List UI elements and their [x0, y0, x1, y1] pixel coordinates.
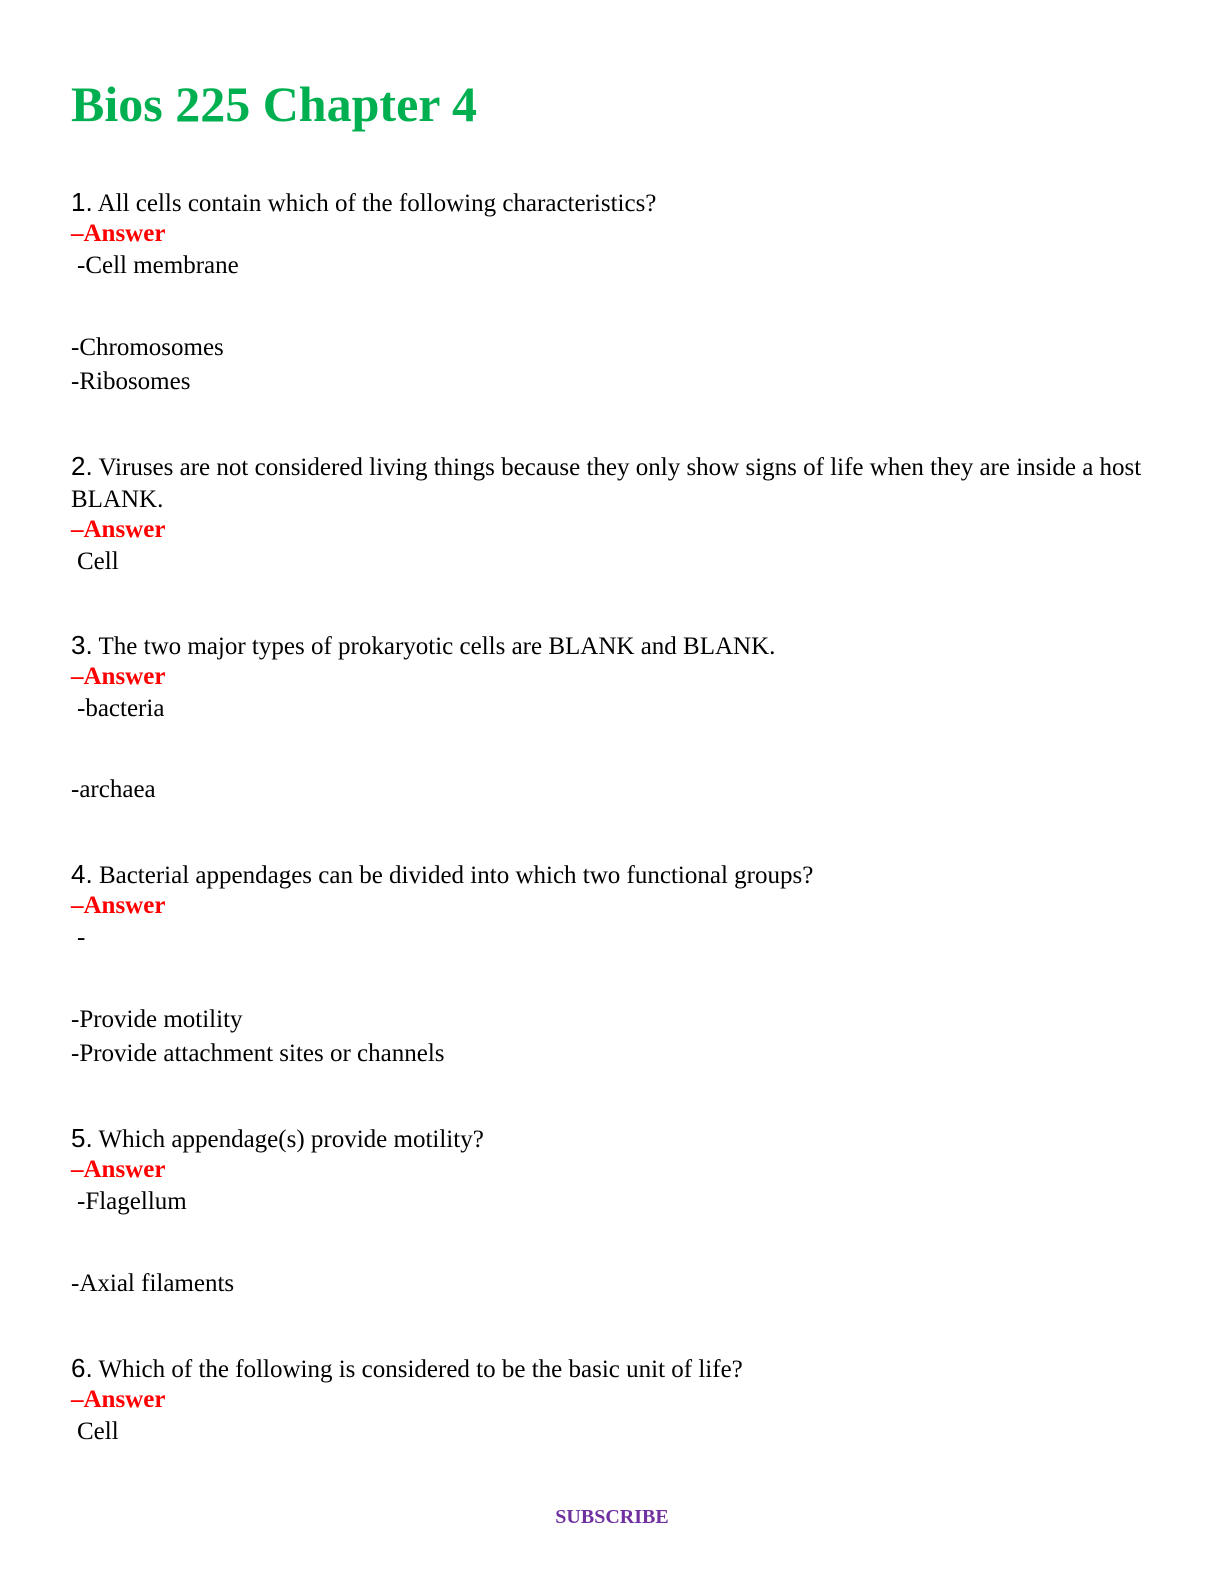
answer-label: –Answer [71, 1156, 166, 1183]
question-text: Viruses are not considered living things because they only show signs of life when they are inside a host BLANK. [71, 454, 1142, 513]
answer-item: Cell [77, 1418, 119, 1445]
question-number: 4. [71, 859, 93, 889]
answer-item: -Chromosomes [71, 334, 224, 361]
answer-item: -Cell membrane [77, 252, 239, 279]
question-6 [71, 1352, 743, 1386]
answer-item: -Axial filaments [71, 1270, 235, 1297]
answer-item: - [77, 924, 86, 951]
question-4 [71, 858, 813, 892]
answer-item: -archaea [71, 776, 156, 803]
answer-item: -Provide motility [71, 1006, 243, 1033]
answer-item: -Provide attachment sites or channels [71, 1040, 445, 1067]
subscribe-link[interactable]: SUBSCRIBE [555, 1506, 669, 1528]
answer-label: –Answer [71, 892, 166, 919]
answer-label: –Answer [71, 1386, 166, 1413]
question-text: The two major types of prokaryotic cells are BLANK and BLANK. [98, 633, 776, 660]
answer-item: -bacteria [77, 695, 165, 722]
answer-item: -Flagellum [77, 1188, 187, 1215]
question-number: 5. [71, 1123, 93, 1153]
question-number: 1. [71, 187, 93, 217]
answer-item: -Ribosomes [71, 368, 191, 395]
question-3 [71, 629, 775, 663]
question-1 [71, 186, 656, 220]
question-number: 6. [71, 1353, 93, 1383]
question-5 [71, 1122, 484, 1156]
question-number: 2. [71, 451, 93, 481]
answer-label: –Answer [71, 516, 166, 543]
page-title: Bios 225 Chapter 4 [71, 76, 478, 132]
question-text: Bacterial appendages can be divided into which two functional groups? [98, 862, 814, 889]
answer-label: –Answer [71, 663, 166, 690]
answer-item: Cell [77, 548, 119, 575]
answer-label: –Answer [71, 220, 166, 247]
question-number: 3. [71, 630, 93, 660]
question-text: All cells contain which of the following characteristics? [97, 190, 657, 217]
question-text: Which of the following is considered to be the basic unit of life? [98, 1356, 743, 1383]
question-text: Which appendage(s) provide motility? [98, 1126, 484, 1153]
question-2 [71, 450, 1146, 516]
